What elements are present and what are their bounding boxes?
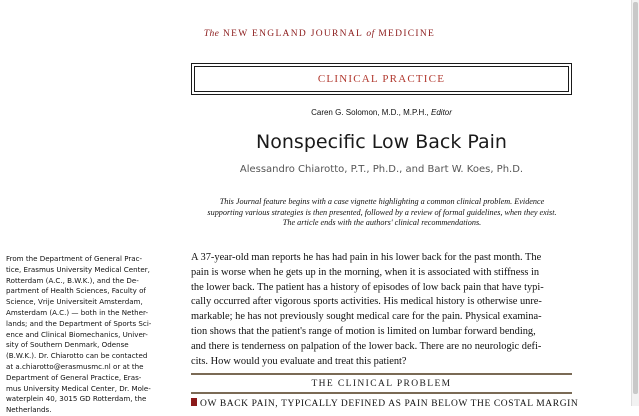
affiliation-line: Rotterdam (A.C., B.W.K.), and the De- <box>6 275 139 285</box>
masthead-the: The <box>203 29 220 39</box>
vignette-line: cits. How would you evaluate and treat this patient? <box>191 355 407 367</box>
affiliation-line: Amsterdam (A.C.) — both in the Nether- <box>6 307 149 317</box>
editor-name: Caren G. Solomon, M.D., M.P.H., <box>311 108 429 117</box>
article-title: Nonspecific Low Back Pain <box>256 131 507 153</box>
section-heading-clinical-problem: THE CLINICAL PROBLEM <box>191 373 572 392</box>
masthead-of: of <box>366 29 375 39</box>
affiliation-line: tice, Erasmus University Medical Center, <box>6 264 150 274</box>
section-label-box <box>191 63 572 95</box>
affiliation-line: mus University Medical Center, Dr. Mole- <box>6 383 151 393</box>
affiliation-line: Science, Vrije Universiteit Amsterdam, <box>6 297 143 307</box>
affiliation-line: From the Department of General Prac- <box>6 254 143 263</box>
vertical-scrollbar[interactable] <box>631 0 639 406</box>
author-affiliation <box>6 254 181 416</box>
vignette-line: and there is tenderness on palpation of the lower back. There are no neurologic defi- <box>191 340 542 352</box>
section-label: CLINICAL PRACTICE <box>194 66 569 92</box>
vignette-line: pain is worse when he gets up in the morning, when it is associated with stiffness in <box>191 266 540 278</box>
affiliation-line: at a.chiarotto@erasmusmc.nl or at the <box>6 361 144 371</box>
vignette-line: A 37-year-old man reports he has had pain in his lower back for the past month. The <box>191 252 542 263</box>
affiliation-line: sity of Southern Denmark, Odense <box>6 340 129 350</box>
drop-cap-marker <box>191 398 197 406</box>
vignette-line: cally occurred after vigorous sports activities. His medical history is otherwise unre- <box>191 296 542 308</box>
body-text-start: OW BACK PAIN, TYPICALLY DEFINED AS PAIN BELOW THE COSTAL MARGIN <box>200 399 579 409</box>
editor-line <box>191 108 572 117</box>
vignette-line: markable; he has not previously sought medical care for the pain. Physical examina- <box>191 311 542 323</box>
masthead-journal: NEW ENGLAND JOURNAL <box>222 29 363 39</box>
intro-line: supporting various strategies is then presented, followed by a review of formal guidelines, when they exist. <box>207 207 557 217</box>
feature-intro <box>196 197 568 229</box>
intro-line: This Journal feature begins with a case vignette highlighting a common clinical problem. Evidence <box>219 197 545 206</box>
affiliation-line: Department of General Practice, Eras- <box>6 372 142 382</box>
vignette-line: the lower back. The patient has a history of episodes of low back pain that have typi- <box>191 281 544 293</box>
affiliation-line: waterplein 40, 3015 GD Rotterdam, the <box>6 394 147 404</box>
affiliation-line: Netherlands. <box>6 405 52 415</box>
affiliation-line: (B.W.K.). Dr. Chiarotto can be contacted <box>6 351 148 361</box>
article-authors: Alessandro Chiarotto, P.T., Ph.D., and Bart W. Koes, Ph.D. <box>239 164 524 175</box>
affiliation-line: ence and Clinical Biomechanics, Univer- <box>6 329 148 339</box>
masthead-medicine: MEDICINE <box>378 29 436 39</box>
journal-masthead <box>0 29 639 39</box>
affiliation-line: lands; and the Department of Sports Sci- <box>6 318 152 328</box>
section-divider <box>191 392 572 394</box>
intro-line: The article ends with the authors' clinical recommendations. <box>282 218 482 228</box>
vignette-line: tion shows that the patient's range of motion is limited on lumbar forward bending, <box>191 325 536 337</box>
case-vignette <box>191 251 572 369</box>
scrollbar-thumb[interactable] <box>633 2 638 394</box>
affiliation-line: partment of Health Sciences, Faculty of <box>6 286 146 296</box>
editor-role: Editor <box>431 108 452 117</box>
